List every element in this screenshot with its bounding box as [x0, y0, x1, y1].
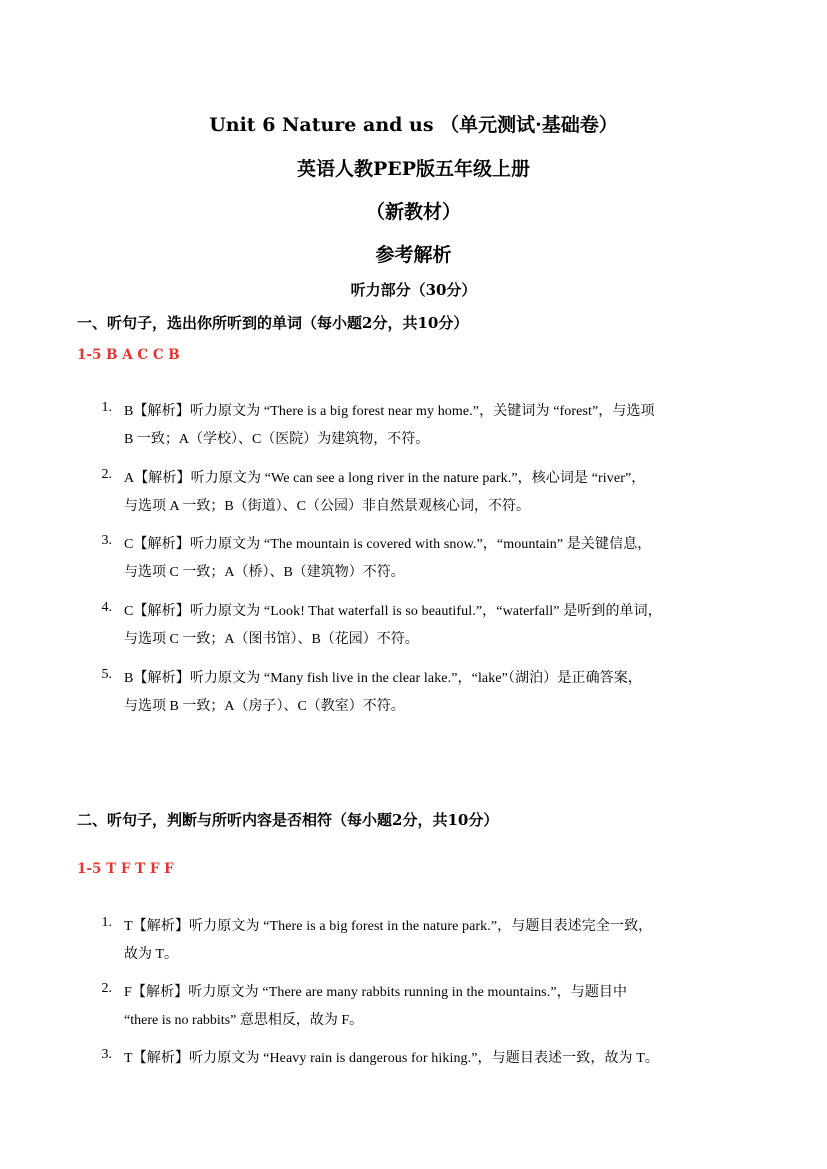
item-number: 1. [101, 915, 112, 930]
item-text-line2: 与选项 A 一致；B（街道）、C（公园）非自然景观核心词，不符。 [124, 499, 531, 514]
item-text-line1: B【解析】听力原文为 “There is a big forest near my home.”，关键词为 “forest”，与选项 [124, 404, 655, 419]
item-number: 1. [101, 400, 112, 415]
item-text-line2: 与选项 C 一致；A（桥）、B（建筑物）不符。 [124, 565, 405, 580]
item-text-line1: F【解析】听力原文为 “There are many rabbits running in the mountains.”，与题目中 [124, 985, 628, 1000]
doc-subtitle-grade: 英语人教PEP版五年级上册 [296, 158, 531, 180]
section2-answer-key: 1-5 T F T F F [77, 861, 174, 877]
item-number: 2. [101, 981, 112, 996]
section1-heading: 一、听句子，选出你所听到的单词（每小题2分，共10分） [77, 314, 469, 332]
doc-title: Unit 6 Nature and us （单元测试·基础卷） [209, 114, 618, 136]
item-text-line2: 故为 T。 [124, 947, 179, 962]
item-number: 5. [101, 667, 112, 682]
item-number: 4. [101, 600, 112, 615]
doc-subtitle-edition: （新教材） [365, 201, 461, 223]
item-text-line2: B 一致；A（学校）、C（医院）为建筑物，不符。 [124, 432, 430, 447]
item-text-line2: 与选项 C 一致；A（图书馆）、B（花园）不符。 [124, 632, 419, 647]
doc-subtitle-answers: 参考解析 [375, 244, 452, 266]
section1-answer-key: 1-5 B A C C B [77, 347, 180, 363]
item-text-line2: “there is no rabbits” 意思相反，故为 F。 [124, 1013, 364, 1028]
item-text-line1: T【解析】听力原文为 “Heavy rain is dangerous for hiking.”，与题目表述一致，故为 T。 [124, 1051, 660, 1066]
item-text-line1: C【解析】听力原文为 “Look! That waterfall is so beautiful.”，“waterfall” 是听到的单词， [124, 604, 662, 619]
item-text-line1: C【解析】听力原文为 “The mountain is covered with snow.”，“mountain” 是关键信息， [124, 537, 652, 552]
item-text-line1: T【解析】听力原文为 “There is a big forest in the nature park.”，与题目表述完全一致， [124, 919, 653, 934]
item-text-line2: 与选项 B 一致；A（房子）、C（教室）不符。 [124, 699, 405, 714]
section2-heading: 二、听句子，判断与所听内容是否相符（每小题2分，共10分） [77, 811, 499, 829]
item-number: 2. [101, 467, 112, 482]
item-number: 3. [101, 1047, 112, 1062]
listening-part-heading: 听力部分（30分） [350, 281, 477, 299]
item-text-line1: B【解析】听力原文为 “Many fish live in the clear lake.”，“lake”（湖泊）是正确答案， [124, 671, 642, 686]
item-number: 3. [101, 533, 112, 548]
item-text-line1: A【解析】听力原文为 “We can see a long river in the nature park.”，核心词是 “river”， [124, 471, 646, 486]
